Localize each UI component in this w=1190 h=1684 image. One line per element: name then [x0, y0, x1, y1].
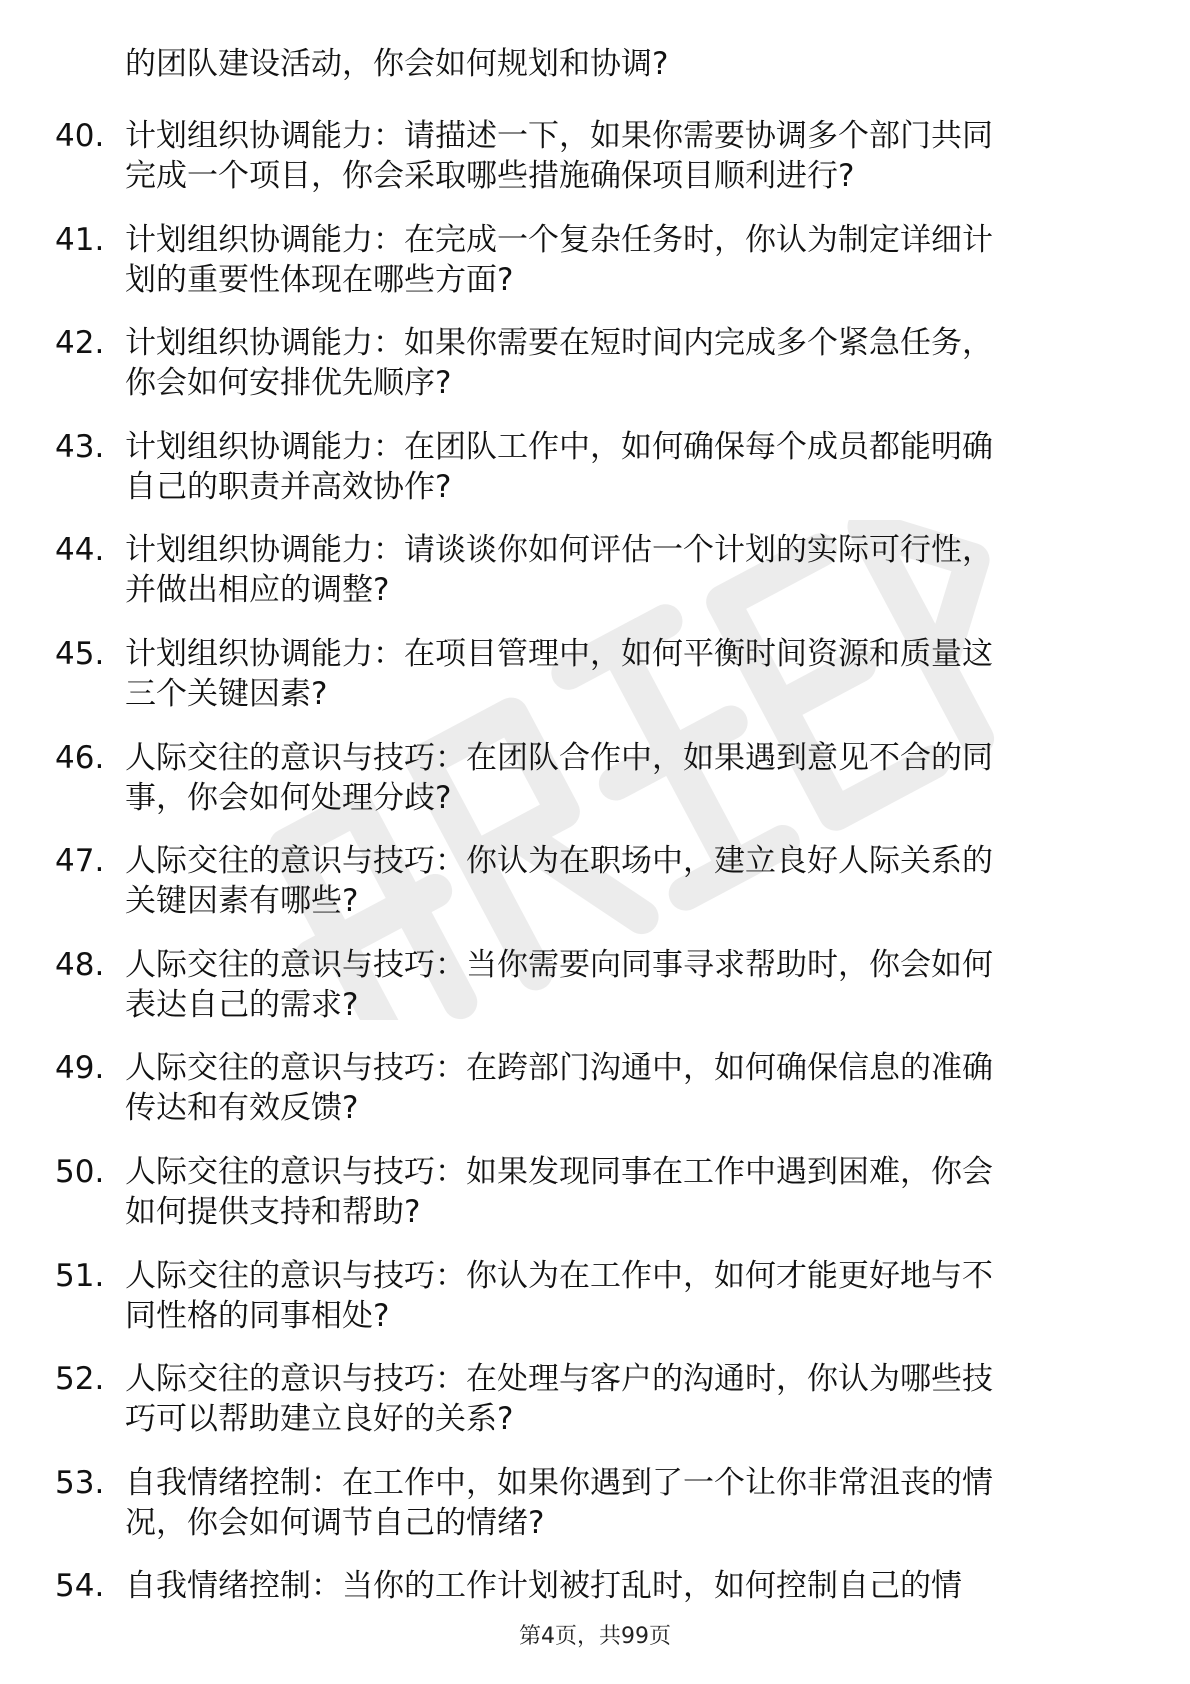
question-text-line: 自我情绪控制：在工作中，如果你遇到了一个让你非常沮丧的情 — [125, 1464, 993, 1501]
question-text-line: 人际交往的意识与技巧：在跨部门沟通中，如何确保信息的准确 — [125, 1050, 993, 1087]
question-text-line: 自己的职责并高效协作? — [125, 468, 452, 505]
question-item — [55, 1566, 1135, 1670]
question-text — [125, 841, 1135, 921]
question-item — [55, 116, 1135, 220]
question-text-line: 计划组织协调能力：在团队工作中，如何确保每个成员都能明确 — [125, 428, 993, 465]
question-text — [125, 427, 1135, 507]
question-item — [55, 634, 1135, 738]
question-item — [55, 945, 1135, 1049]
question-item — [55, 530, 1135, 634]
question-number: 53. — [55, 1464, 105, 1501]
question-text — [125, 220, 1135, 300]
question-item — [55, 427, 1135, 531]
question-item — [55, 1152, 1135, 1256]
question-number: 45. — [55, 635, 105, 672]
question-text-line: 如何提供支持和帮助? — [125, 1193, 421, 1230]
question-number: 52. — [55, 1361, 105, 1398]
question-text-line: 计划组织协调能力：在项目管理中，如何平衡时间资源和质量这 — [125, 635, 993, 672]
question-number: 51. — [55, 1257, 105, 1294]
question-text-line: 关键因素有哪些? — [125, 883, 359, 920]
question-text — [125, 530, 1135, 610]
question-text — [125, 945, 1135, 1025]
question-text — [125, 1256, 1135, 1336]
question-list — [55, 116, 1135, 1670]
question-item — [55, 1359, 1135, 1463]
question-text-line: 三个关键因素? — [125, 675, 328, 712]
question-number: 40. — [55, 118, 105, 154]
question-text-line: 人际交往的意识与技巧：你认为在职场中，建立良好人际关系的 — [125, 843, 993, 880]
question-text-line: 计划组织协调能力：如果你需要在短时间内完成多个紧急任务， — [125, 325, 993, 362]
question-text-line: 同性格的同事相处? — [125, 1297, 390, 1334]
question-text — [125, 323, 1135, 403]
question-text-line: 计划组织协调能力：在完成一个复杂任务时，你认为制定详细计 — [125, 221, 993, 258]
question-text-line: 人际交往的意识与技巧：在处理与客户的沟通时，你认为哪些技 — [125, 1361, 993, 1398]
question-text — [125, 634, 1135, 714]
question-text-line: 划的重要性体现在哪些方面? — [125, 261, 514, 298]
question-text-line: 巧可以帮助建立良好的关系? — [125, 1401, 514, 1438]
question-text-line: 事，你会如何处理分歧? — [125, 779, 452, 816]
question-text-line: 表达自己的需求? — [125, 986, 359, 1023]
question-text — [125, 1359, 1135, 1439]
question-text-line: 计划组织协调能力：请描述一下，如果你需要协调多个部门共同 — [125, 118, 993, 154]
page-footer: 第4页，共99页 — [519, 1624, 671, 1649]
question-text-line: 况，你会如何调节自己的情绪? — [125, 1504, 545, 1541]
question-number: 43. — [55, 428, 105, 465]
question-number: 42. — [55, 325, 105, 362]
question-text-line: 人际交往的意识与技巧：如果发现同事在工作中遇到困难，你会 — [125, 1153, 993, 1190]
question-number: 50. — [55, 1153, 105, 1190]
question-item — [55, 738, 1135, 842]
question-number: 49. — [55, 1050, 105, 1087]
question-text — [125, 1048, 1135, 1128]
question-text — [125, 1463, 1135, 1543]
question-item — [55, 220, 1135, 324]
question-number: 41. — [55, 221, 105, 258]
question-item — [55, 323, 1135, 427]
question-text-line: 自我情绪控制：当你的工作计划被打乱时，如何控制自己的情 — [125, 1568, 962, 1605]
question-text-line: 并做出相应的调整? — [125, 572, 390, 609]
question-text-line: 完成一个项目，你会采取哪些措施确保项目顺利进行? — [125, 158, 855, 194]
question-number: 46. — [55, 739, 105, 776]
question-item — [55, 841, 1135, 945]
question-item — [55, 1256, 1135, 1360]
question-text-line: 人际交往的意识与技巧：在团队合作中，如果遇到意见不合的同 — [125, 739, 993, 776]
question-text-line: 人际交往的意识与技巧：当你需要向同事寻求帮助时，你会如何 — [125, 946, 993, 983]
question-text-line: 计划组织协调能力：请谈谈你如何评估一个计划的实际可行性， — [125, 532, 993, 569]
question-number: 47. — [55, 843, 105, 880]
question-text — [125, 1152, 1135, 1232]
question-text — [125, 1566, 1135, 1606]
question-number: 48. — [55, 946, 105, 983]
question-number: 44. — [55, 532, 105, 569]
question-text — [125, 738, 1135, 818]
question-text-line: 人际交往的意识与技巧：你认为在工作中，如何才能更好地与不 — [125, 1257, 993, 1294]
question-item — [55, 1048, 1135, 1152]
question-item — [55, 1463, 1135, 1567]
question-text-line: 你会如何安排优先顺序? — [125, 365, 452, 402]
question-text — [125, 116, 1135, 196]
continued-question-text: 的团队建设活动，你会如何规划和协调? — [125, 46, 669, 82]
question-number: 54. — [55, 1568, 105, 1605]
question-text-line: 传达和有效反馈? — [125, 1090, 359, 1127]
